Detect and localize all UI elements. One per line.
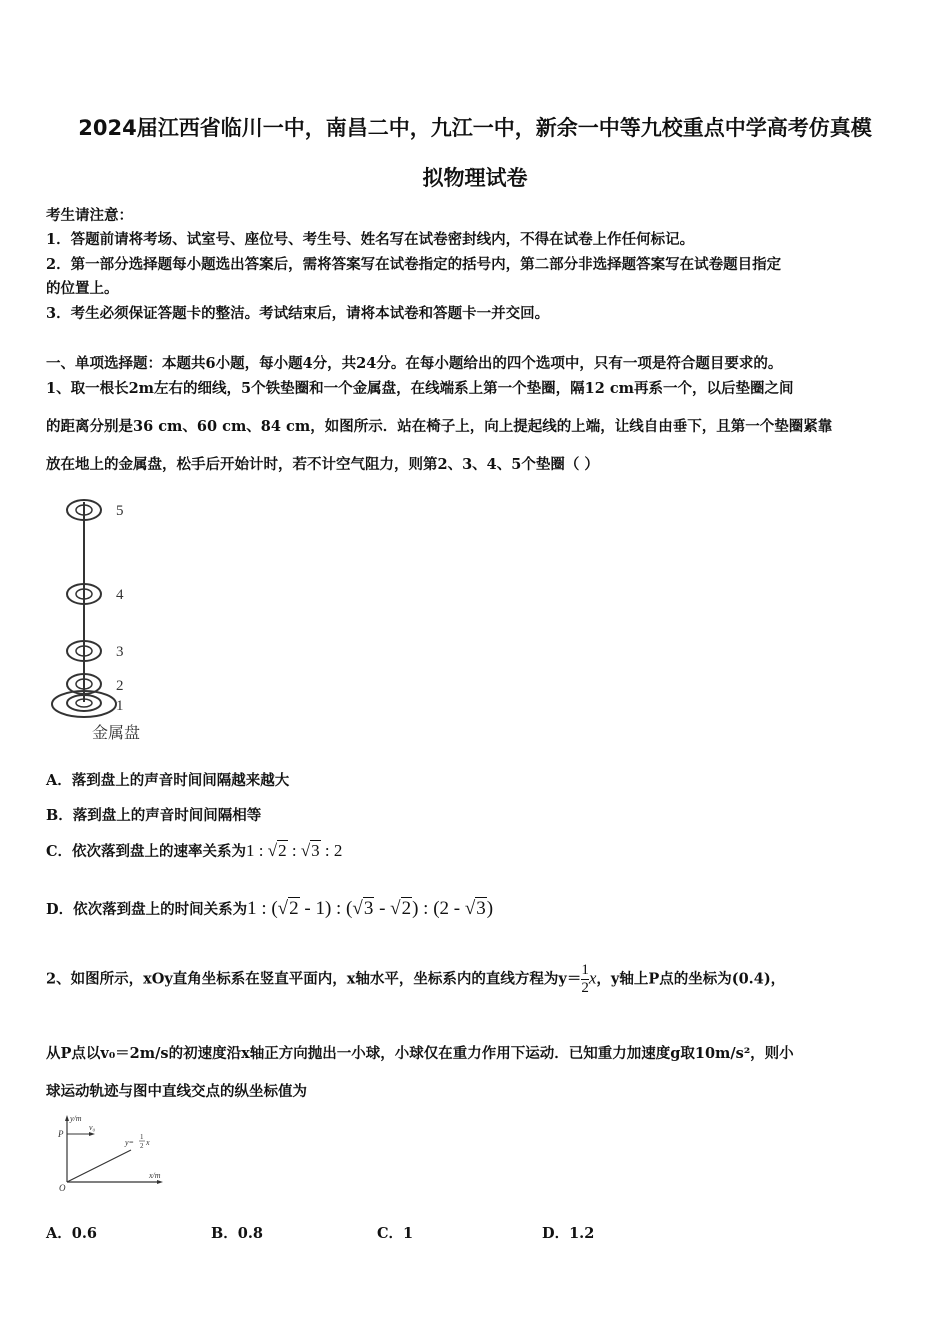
q2-line3: 球运动轨迹与图中直线交点的纵坐标值为 xyxy=(46,1083,307,1100)
q1-option-c xyxy=(46,840,342,861)
ring-label-4: 4 xyxy=(116,587,124,603)
exam-title-line1: 2024届江西省临川一中，南昌二中，九江一中，新余一中等九校重点中学高考仿真模 xyxy=(78,116,872,140)
line-eq-var: x xyxy=(146,1138,150,1147)
q1-option-d-text: D．依次落到盘上的时间关系为 xyxy=(46,901,248,918)
q2-coordinate-figure xyxy=(55,1112,175,1194)
q1-option-d-math: 1 : (√2 - 1) : (√3 - √2) : (2 - √3) xyxy=(247,898,494,919)
line-eq-den: 2 xyxy=(140,1142,144,1150)
y-axis-label: y/m xyxy=(70,1114,82,1123)
q2-line1: 2、如图所示，xOy直角坐标系在竖直平面内，x轴水平，坐标系内的直线方程为y＝ $\frac{1}{2}$ x，y轴上P点的坐标为(0.4)， xyxy=(46,962,786,996)
notice-item-1: 1．答题前请将考场、试室号、座位号、考生号、姓名写在试卷密封线内，不得在试卷上作任何标记。 xyxy=(46,231,695,248)
q1-line1: 1、取一根长2m左右的细线，5个铁垫圈和一个金属盘，在线端系上第一个垫圈，隔12 cm再系一个，以后垫圈之间 xyxy=(46,380,794,397)
notice-item-3: 3．考生必须保证答题卡的整洁。考试结束后，请将本试卷和答题卡一并交回。 xyxy=(46,305,550,322)
notice-heading: 考生请注意： xyxy=(46,207,133,224)
exam-title-line2: 拟物理试卷 xyxy=(422,166,528,190)
q1-option-a: A．落到盘上的声音时间间隔越来越大 xyxy=(46,772,290,789)
line-eq-num: 1 xyxy=(140,1133,144,1141)
q2-option-b: B．0.8 xyxy=(211,1225,263,1242)
section1-heading: 一、单项选择题：本题共6小题，每小题4分，共24分。在每小题给出的四个选项中，只有一项是符合题目要求的。 xyxy=(46,355,783,372)
q1-ring-figure xyxy=(44,490,174,745)
ring-label-2: 2 xyxy=(116,678,124,694)
q2-option-d: D．1.2 xyxy=(542,1225,595,1242)
q2-option-c: C．1 xyxy=(377,1225,414,1242)
q1-option-d xyxy=(46,898,493,920)
point-p-label: P xyxy=(58,1129,64,1139)
origin-label: O xyxy=(59,1183,66,1193)
ring-1-and-plate xyxy=(52,691,116,717)
q1-line3: 放在地上的金属盘，松手后开始计时，若不计空气阻力，则第2、3、4、5个垫圈（ ） xyxy=(46,456,599,473)
ring-label-1: 1 xyxy=(116,698,124,714)
notice-item-2b: 的位置上。 xyxy=(46,280,119,297)
x-axis-label: x/m xyxy=(149,1171,161,1180)
q2-line-equation-frac: $\frac{1}{2}$ xyxy=(581,962,589,996)
ring-label-3: 3 xyxy=(116,644,124,660)
q1-option-b: B．落到盘上的声音时间间隔相等 xyxy=(46,807,262,824)
q2-line2: 从P点以v₀＝2m/s的初速度沿x轴正方向抛出一小球，小球仅在重力作用下运动．已知重力加速度g取10m/s²，则小 xyxy=(46,1045,794,1062)
velocity-label: v₀ xyxy=(89,1123,96,1132)
notice-item-2a: 2．第一部分选择题每小题选出答案后，需将答案写在试卷指定的括号内，第二部分非选择题答案写在试卷题目指定 xyxy=(46,256,782,273)
q1-line2: 的距离分别是36 cm、60 cm、84 cm，如图所示．站在椅子上，向上提起线的上端，让线自由垂下，且第一个垫圈紧靠 xyxy=(46,418,833,435)
q1-option-c-text: C．依次落到盘上的速率关系为 xyxy=(46,843,247,860)
plate-label: 金属盘 xyxy=(92,723,141,742)
ring-label-5: 5 xyxy=(116,503,124,519)
q1-option-c-math: 1 : √2 : √3 : 2 xyxy=(246,841,343,860)
line-eq-label: y= xyxy=(125,1138,134,1147)
q2-option-a: A．0.6 xyxy=(46,1225,97,1242)
